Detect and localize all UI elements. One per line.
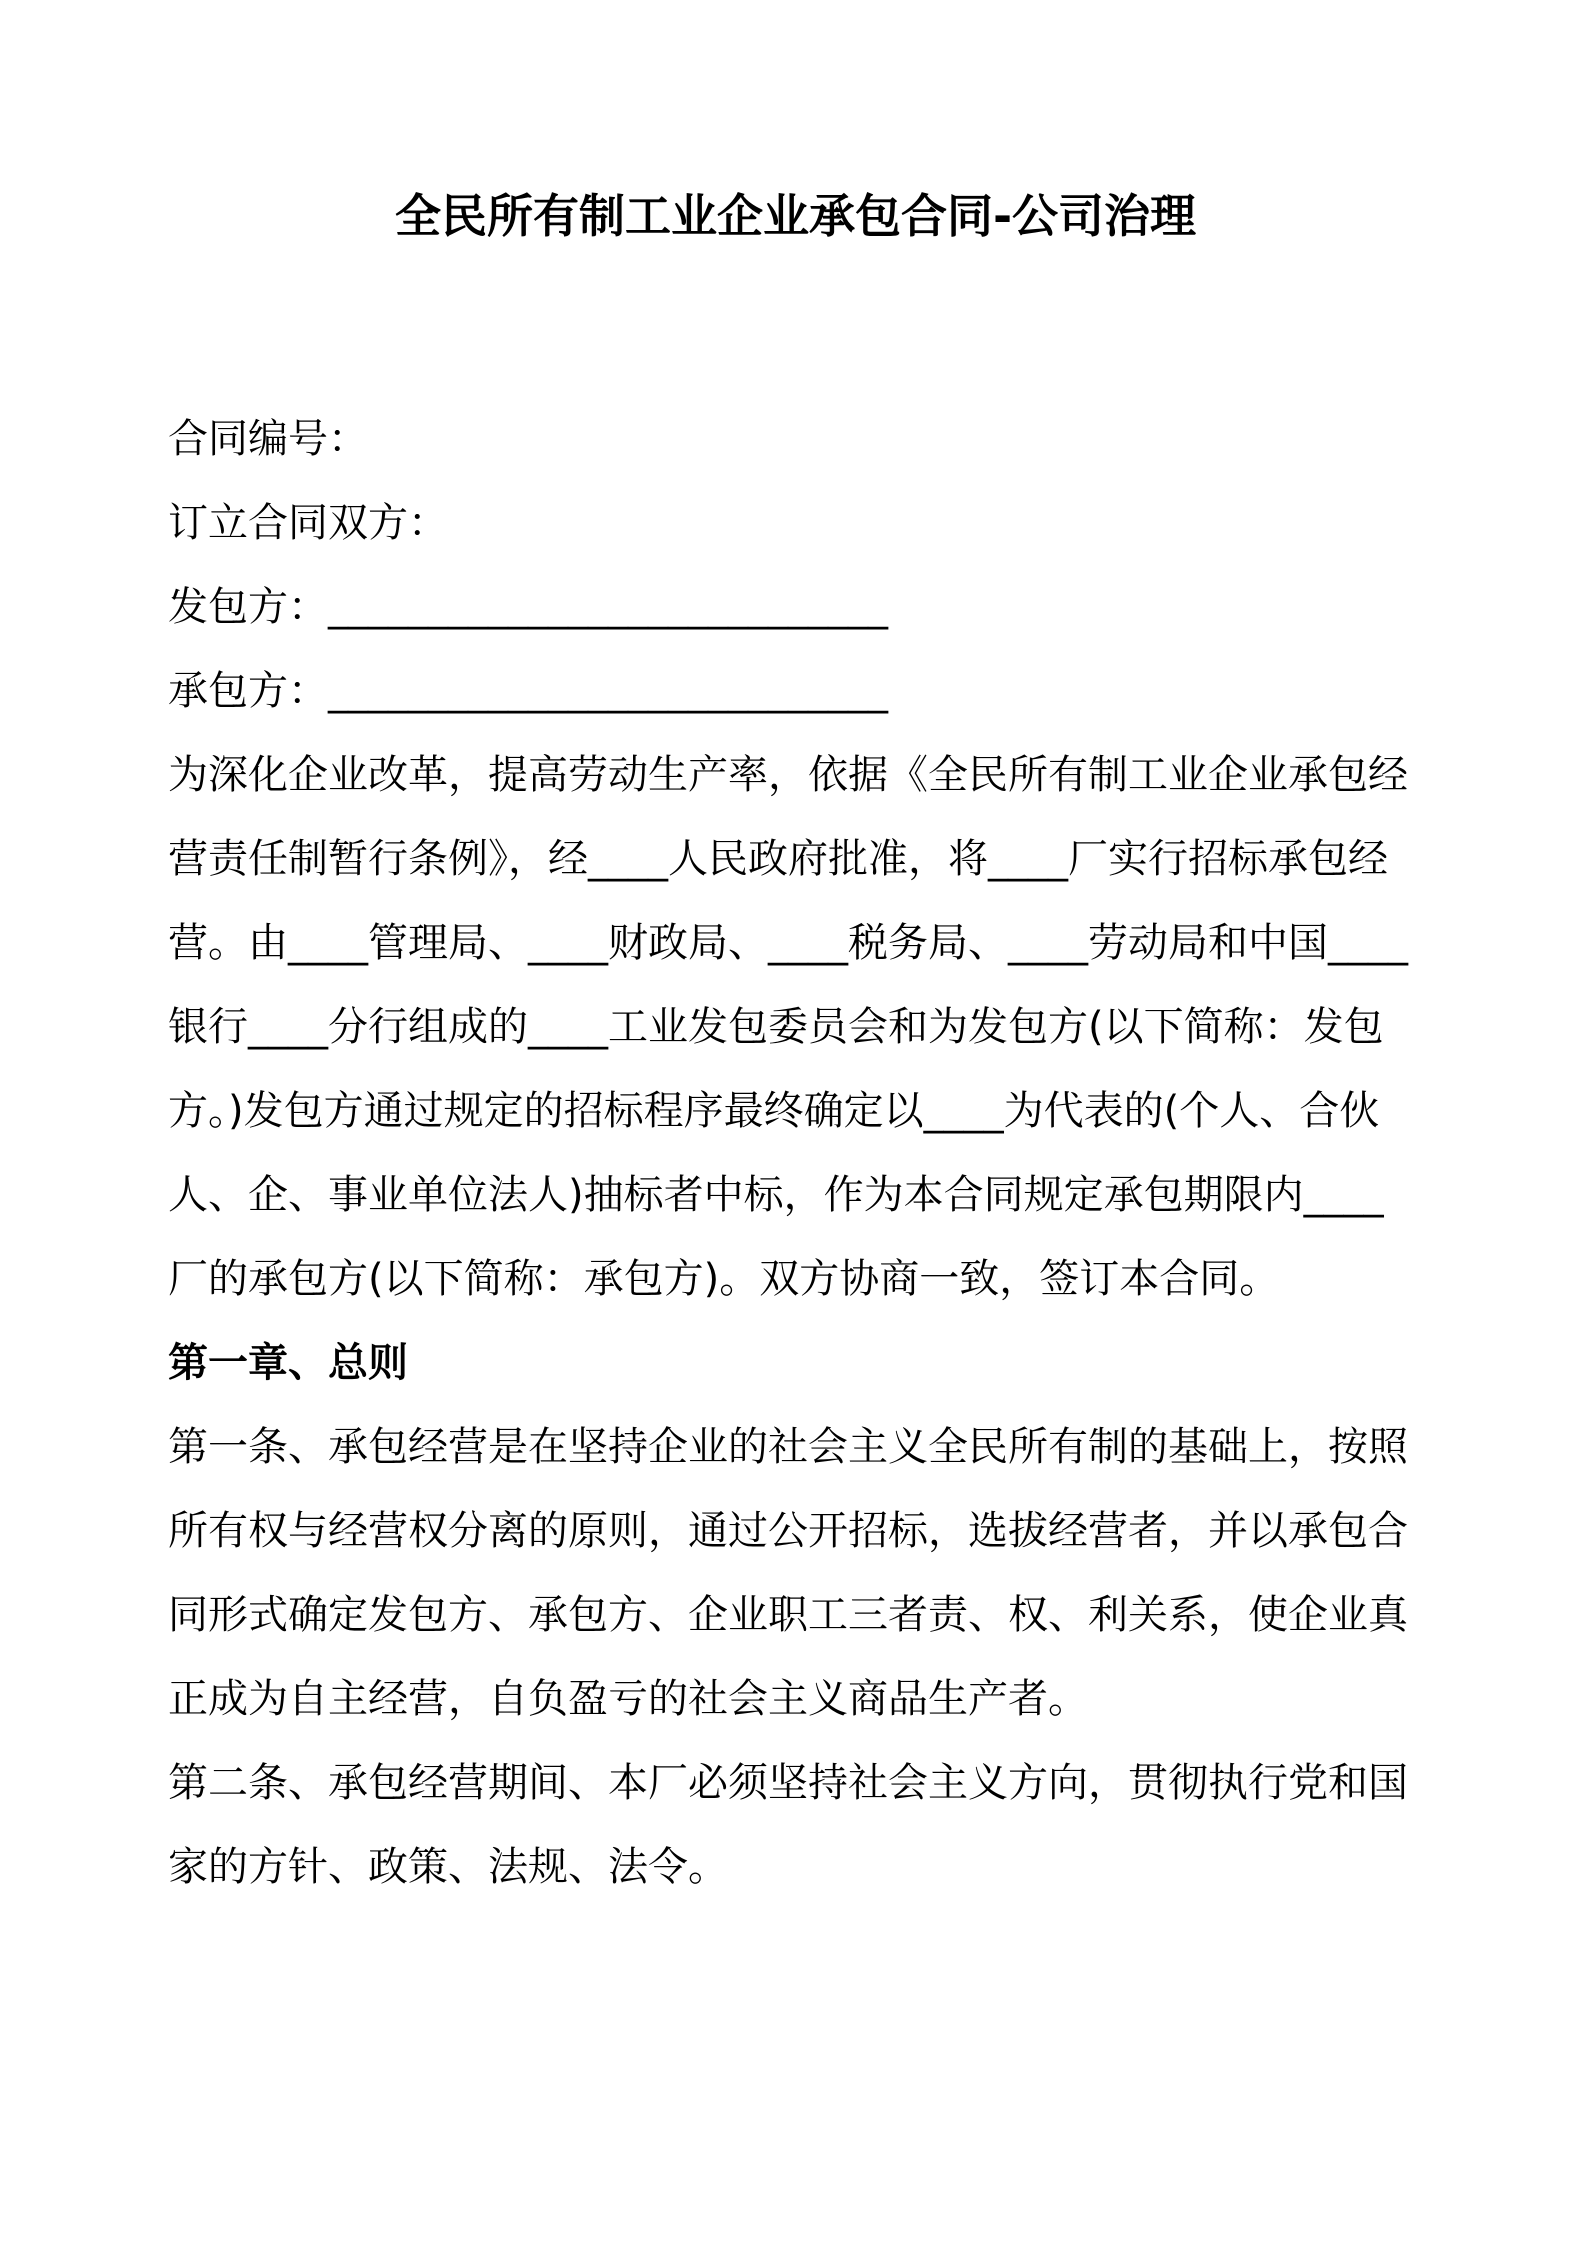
issuer-line: [168, 565, 1423, 649]
issuer-label: 发包方：: [168, 584, 328, 630]
document-title: 全民所有制工业企业承包合同-公司治理: [394, 189, 1197, 243]
contract-number-line: 合同编号：: [168, 416, 368, 462]
issuer-blank-line: ____________________________: [328, 584, 888, 630]
article-2-paragraph: 第二条、承包经营期间、本厂必须坚持社会主义方向，贯彻执行党和国家的方针、政策、法规、法令。: [168, 1760, 1408, 1890]
preamble-paragraph: 为深化企业改革，提高劳动生产率，依据《全民所有制工业企业承包经营责任制暂行条例》，经____人民政府批准，将____厂实行招标承包经营。由____管理局、____财政局、____税务局、____劳动局和中国____银行____分行组成的____工业发包委员会和为发包方(以下简称：发包方。)发包方通过规定的招标程序最终确定以____为代表的(个人、合伙人、企、事业单位法人)抽标者中标，作为本合同规定承包期限内____厂的承包方(以下简称：承包方)。双方协商一致，签订本合同。: [168, 752, 1408, 1302]
chapter-1-heading: 第一章、总则: [168, 1340, 408, 1386]
parties-line: 订立合同双方：: [168, 500, 448, 546]
contractor-line: [168, 649, 1423, 733]
contractor-label: 承包方：: [168, 668, 328, 714]
contractor-blank-line: ____________________________: [328, 668, 888, 714]
article-1-paragraph: 第一条、承包经营是在坚持企业的社会主义全民所有制的基础上，按照所有权与经营权分离的原则，通过公开招标，选拔经营者，并以承包合同形式确定发包方、承包方、企业职工三者责、权、利关系，使企业真正成为自主经营，自负盈亏的社会主义商品生产者。: [168, 1424, 1408, 1722]
